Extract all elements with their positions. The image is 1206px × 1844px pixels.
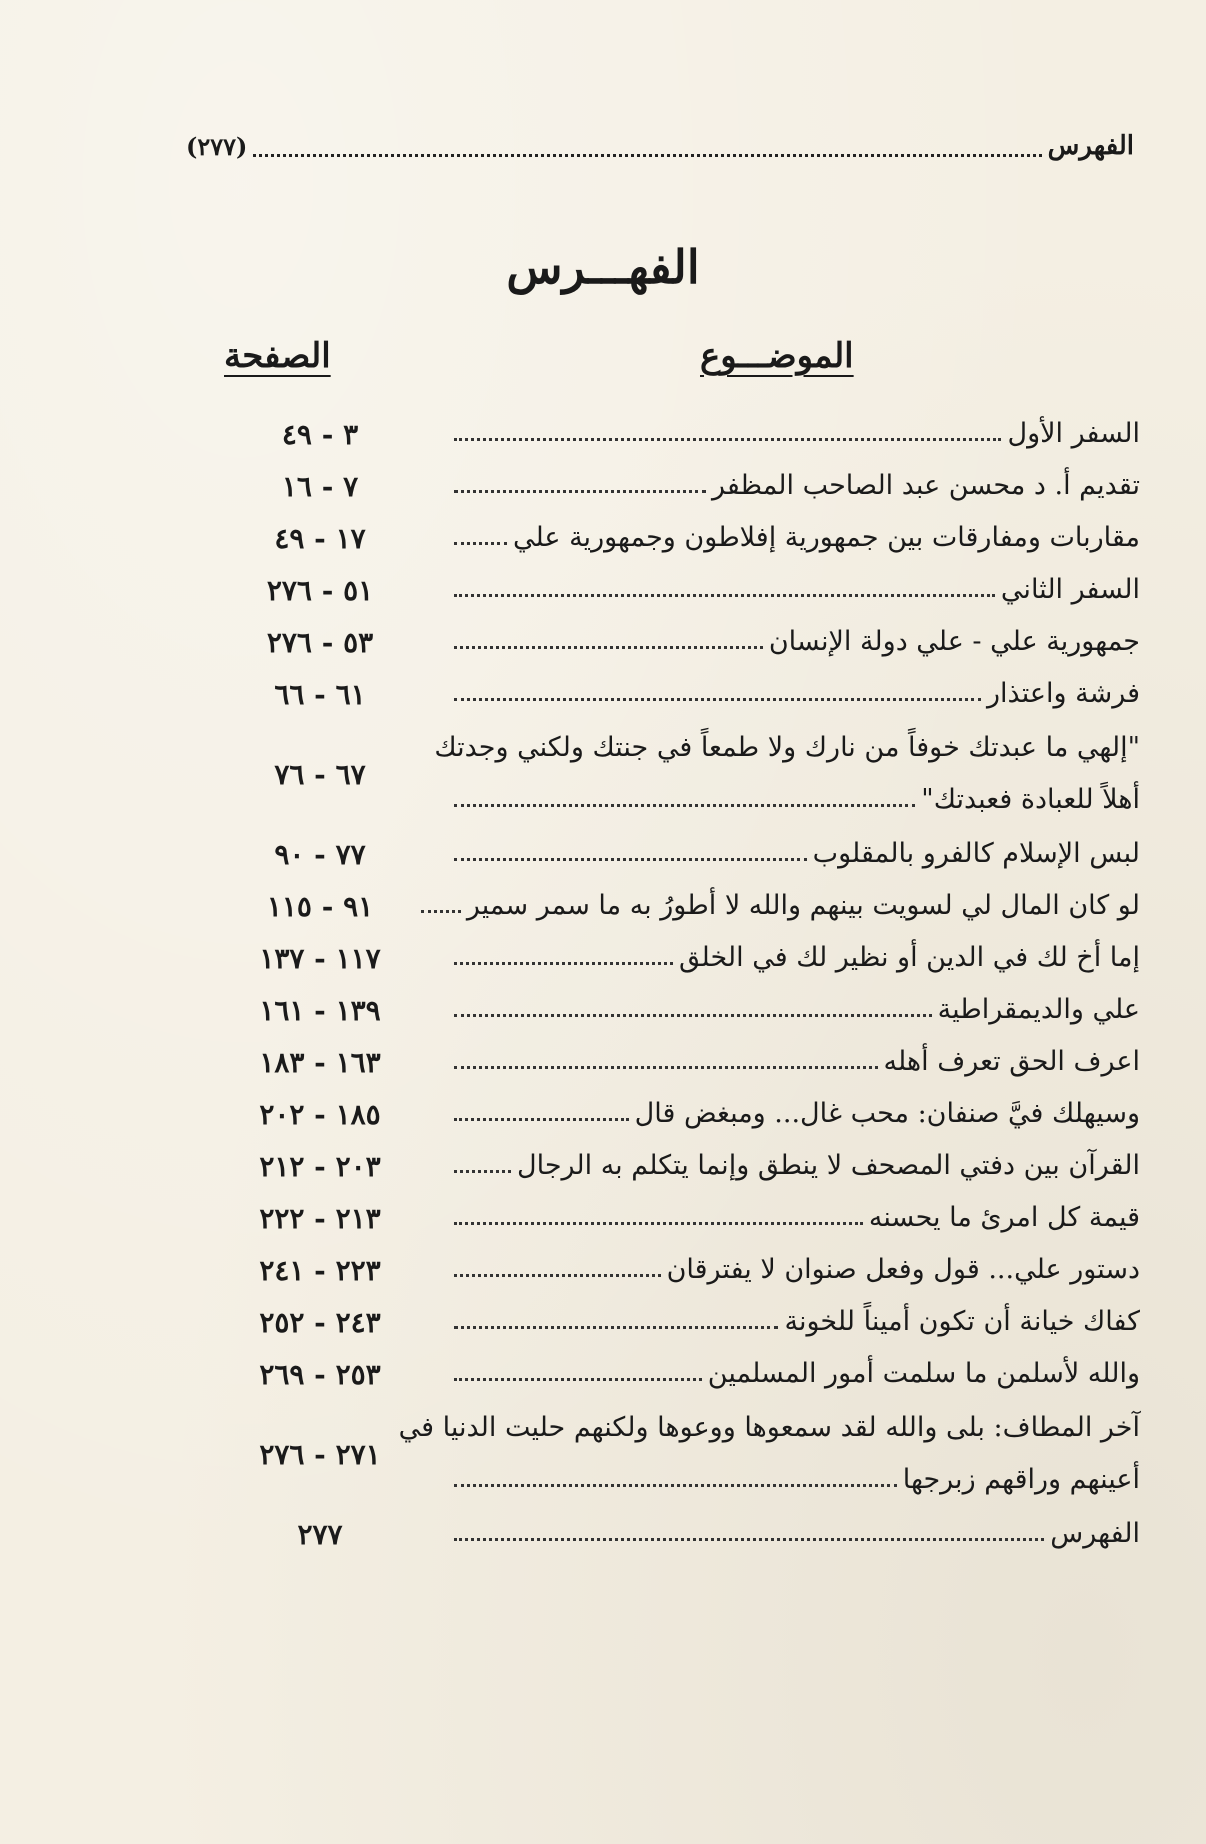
dot-leader xyxy=(454,1160,511,1173)
toc-entry-topic xyxy=(430,932,1140,984)
toc-entry-pages: ٦٧ - ٧٦ xyxy=(274,757,366,791)
toc-entry-topic xyxy=(430,722,1140,826)
dot-leader xyxy=(454,848,807,861)
toc-entry-line xyxy=(430,774,1140,826)
toc-entry-line xyxy=(430,668,1140,720)
toc-entry-text: "إلهي ما عبدتك خوفاً من نارك ولا طمعاً في جنتك ولكني وجدتك xyxy=(434,732,1140,763)
toc-entry-topic xyxy=(430,984,1140,1036)
toc-entry-topic xyxy=(430,1192,1140,1244)
dot-leader xyxy=(454,1108,629,1121)
toc-entry xyxy=(210,1400,1140,1508)
toc-entry-line xyxy=(430,460,1140,512)
dot-leader xyxy=(454,952,673,965)
toc-entry-line xyxy=(430,722,1140,774)
dot-leader xyxy=(454,532,507,545)
toc-entry-topic xyxy=(430,1296,1140,1348)
toc-entry-pages: ٧ - ١٦ xyxy=(281,469,359,503)
toc-entry-pages: ٢٢٣ - ٢٤١ xyxy=(259,1253,381,1287)
toc-entry-topic xyxy=(430,408,1140,460)
toc-entry-pages: ٢١٣ - ٢٢٢ xyxy=(259,1201,381,1235)
dot-leader xyxy=(454,636,763,649)
running-header-title: الفهرس xyxy=(1047,131,1134,161)
page-column-header: الصفحة xyxy=(224,336,331,376)
toc-entry-text: وسيهلك فيَّ صنفان: محب غال... ومبغض قال xyxy=(634,1098,1140,1129)
toc-entry-text: قيمة كل امرئ ما يحسنه xyxy=(868,1202,1140,1233)
toc-entry-line xyxy=(430,1296,1140,1348)
toc-entry-text: آخر المطاف: بلى والله لقد سمعوها ووعوها ولكنهم حليت الدنيا في xyxy=(398,1412,1140,1443)
toc-entry-pages: ١٧ - ٤٩ xyxy=(274,521,366,555)
toc-entry xyxy=(210,1508,1140,1560)
toc-entry-text: مقاربات ومفارقات بين جمهورية إفلاطون وجمهورية علي xyxy=(512,522,1140,553)
toc-entry-text: القرآن بين دفتي المصحف لا ينطق وإنما يتكلم به الرجال xyxy=(516,1150,1140,1181)
dot-leader xyxy=(454,1368,702,1381)
running-header-leader xyxy=(253,136,1041,157)
toc-entry-line xyxy=(430,1192,1140,1244)
toc-entry xyxy=(210,1296,1140,1348)
toc-entry-line xyxy=(430,984,1140,1036)
running-header xyxy=(186,126,1134,166)
toc-entry xyxy=(210,460,1140,512)
toc-entry-topic xyxy=(430,1140,1140,1192)
toc-entry-text: جمهورية علي - علي دولة الإنسان xyxy=(768,626,1140,657)
toc-entry-topic xyxy=(430,1036,1140,1088)
table-of-contents xyxy=(210,408,1140,1560)
toc-entry-topic xyxy=(430,828,1140,880)
toc-entry xyxy=(210,1244,1140,1296)
toc-entry-line xyxy=(430,512,1140,564)
toc-entry-line xyxy=(430,828,1140,880)
toc-entry-pages: ٣ - ٤٩ xyxy=(281,417,359,451)
toc-entry xyxy=(210,932,1140,984)
toc-entry-line xyxy=(430,1088,1140,1140)
toc-entry-text: السفر الثاني xyxy=(1000,574,1140,605)
toc-entry-line xyxy=(430,564,1140,616)
toc-entry xyxy=(210,564,1140,616)
toc-entry-line xyxy=(430,880,1140,932)
toc-entry xyxy=(210,408,1140,460)
toc-entry-topic xyxy=(430,564,1140,616)
toc-entry-topic xyxy=(430,460,1140,512)
toc-entry xyxy=(210,512,1140,564)
toc-entry-topic xyxy=(430,616,1140,668)
toc-entry-text: علي والديمقراطية xyxy=(937,994,1140,1025)
toc-entry-text: أهلاً للعبادة فعبدتك" xyxy=(921,784,1140,815)
toc-entry-line xyxy=(430,1508,1140,1560)
toc-entry-text: اعرف الحق تعرف أهله xyxy=(883,1046,1140,1077)
toc-entry xyxy=(210,616,1140,668)
toc-entry-text: فرشة واعتذار xyxy=(987,678,1140,709)
toc-entry-text: والله لأسلمن ما سلمت أمور المسلمين xyxy=(707,1358,1140,1389)
dot-leader xyxy=(454,1528,1044,1541)
toc-entry-line xyxy=(430,1348,1140,1400)
toc-entry-line xyxy=(430,616,1140,668)
dot-leader xyxy=(454,428,1001,441)
toc-entry-text: كفاك خيانة أن تكون أميناً للخونة xyxy=(784,1306,1140,1337)
toc-entry-pages: ٢٧١ - ٢٧٦ xyxy=(259,1437,381,1471)
toc-entry-line xyxy=(398,1402,1140,1454)
toc-entry-topic xyxy=(430,1088,1140,1140)
toc-entry-topic xyxy=(430,1508,1140,1560)
toc-entry-topic xyxy=(430,668,1140,720)
toc-entry-line xyxy=(430,1454,1140,1506)
toc-entry-pages: ٦١ - ٦٦ xyxy=(274,677,366,711)
toc-entry-topic xyxy=(430,1348,1140,1400)
toc-entry xyxy=(210,1088,1140,1140)
dot-leader xyxy=(454,1264,661,1277)
toc-entry xyxy=(210,880,1140,932)
toc-entry-text: إما أخ لك في الدين أو نظير لك في الخلق xyxy=(679,942,1140,973)
toc-entry xyxy=(210,1036,1140,1088)
toc-entry-text: الفهرس xyxy=(1050,1518,1140,1549)
toc-entry-line xyxy=(430,1244,1140,1296)
dot-leader xyxy=(454,794,915,807)
toc-entry-pages: ٢٥٣ - ٢٦٩ xyxy=(259,1357,381,1391)
topic-column-header: الموضـــوع xyxy=(700,336,854,376)
toc-entry-topic xyxy=(398,1402,1140,1506)
toc-entry-text: دستور علي... قول وفعل صنوان لا يفترقان xyxy=(666,1254,1140,1285)
toc-entry xyxy=(210,1192,1140,1244)
toc-entry xyxy=(210,668,1140,720)
toc-entry xyxy=(210,984,1140,1036)
toc-entry-pages: ٧٧ - ٩٠ xyxy=(274,837,366,871)
dot-leader xyxy=(454,1474,897,1487)
toc-entry-pages: ٥٣ - ٢٧٦ xyxy=(266,625,374,659)
toc-entry-pages: ١٣٩ - ١٦١ xyxy=(259,993,381,1027)
dot-leader xyxy=(454,584,995,597)
toc-entry-text: تقديم أ. د محسن عبد الصاحب المظفر xyxy=(711,470,1140,501)
running-header-page-number: (٢٧٧) xyxy=(186,131,248,161)
toc-entry-text: السفر الأول xyxy=(1007,418,1140,449)
toc-entry-text: لو كان المال لي لسويت بينهم والله لا أطورُ به ما سمر سمير xyxy=(466,890,1140,921)
toc-entry-pages: ٥١ - ٢٧٦ xyxy=(266,573,374,607)
dot-leader xyxy=(454,1212,863,1225)
toc-entry xyxy=(210,720,1140,828)
dot-leader xyxy=(454,1056,878,1069)
toc-entry-topic xyxy=(430,1244,1140,1296)
toc-entry-pages: ٢٧٧ xyxy=(297,1517,343,1551)
toc-entry-topic xyxy=(430,512,1140,564)
toc-entry-line xyxy=(430,932,1140,984)
toc-entry-line xyxy=(430,1140,1140,1192)
toc-entry xyxy=(210,1348,1140,1400)
toc-entry xyxy=(210,828,1140,880)
dot-leader xyxy=(454,480,706,493)
dot-leader xyxy=(454,1316,778,1329)
toc-entry-line xyxy=(430,408,1140,460)
dot-leader xyxy=(454,1004,932,1017)
toc-entry-text: لبس الإسلام كالفرو بالمقلوب xyxy=(812,838,1140,869)
toc-entry-pages: ١٦٣ - ١٨٣ xyxy=(259,1045,381,1079)
dot-leader xyxy=(454,688,981,701)
toc-entry-topic xyxy=(430,880,1140,932)
toc-entry-pages: ٢٤٣ - ٢٥٢ xyxy=(259,1305,381,1339)
toc-entry-pages: ٩١ - ١١٥ xyxy=(266,889,374,923)
toc-entry xyxy=(210,1140,1140,1192)
toc-entry-text: أعينهم وراقهم زبرجها xyxy=(902,1464,1140,1495)
toc-entry-line xyxy=(430,1036,1140,1088)
toc-entry-pages: ٢٠٣ - ٢١٢ xyxy=(259,1149,381,1183)
toc-entry-pages: ١٨٥ - ٢٠٢ xyxy=(259,1097,381,1131)
page-title: الفهـــرس xyxy=(506,240,700,294)
toc-entry-pages: ١١٧ - ١٣٧ xyxy=(259,941,381,975)
